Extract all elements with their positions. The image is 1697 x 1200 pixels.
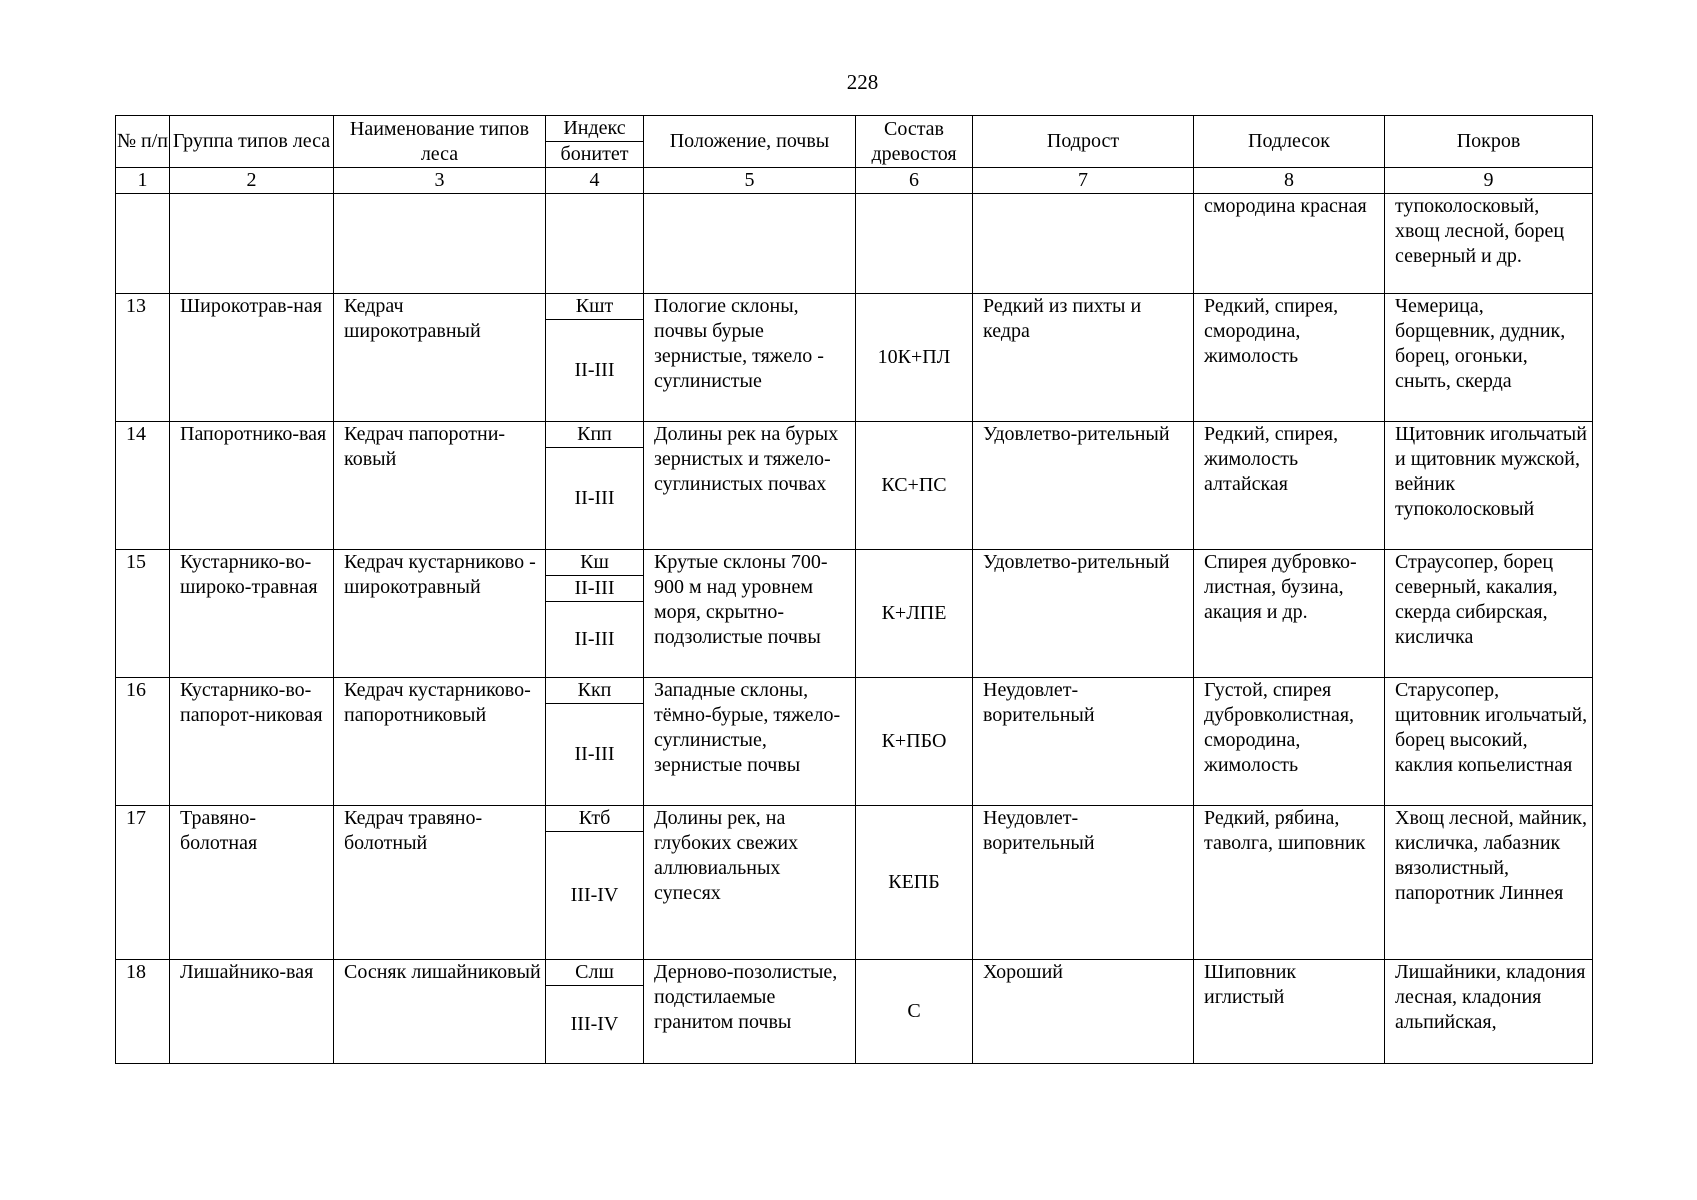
cell-podrost: Хороший	[973, 960, 1194, 1064]
table-row	[116, 422, 1593, 550]
bonitet-value: II-III	[574, 628, 615, 650]
bonitet-value: II-III	[574, 486, 615, 509]
cell-position: Крутые склоны 700-900 м над уровнем моря, скрытно-подзолистые почвы	[644, 550, 856, 678]
cell-num: 14	[116, 422, 170, 550]
cell-group: Кустарнико-во-широко-травная	[170, 550, 334, 678]
cell-podrost: Удовлетво-рительный	[973, 550, 1194, 678]
cell-index	[546, 294, 644, 422]
cell-index	[546, 806, 644, 960]
cell-num: 16	[116, 678, 170, 806]
cell-num: 13	[116, 294, 170, 422]
header-name: Наименование типов леса	[334, 116, 546, 168]
header-podlesok: Подлесок	[1194, 116, 1385, 168]
cell-pokrov: Щитовник игольчатый и щитовник мужской, вейник тупоколосковый	[1385, 422, 1593, 550]
cell-podlesok: Редкий, спирея, смородина, жимолость	[1194, 294, 1385, 422]
cell-composition: К+ПБО	[856, 678, 973, 806]
index-sub-value: II-III	[546, 576, 643, 602]
column-number: 7	[973, 168, 1194, 194]
index-code: Кпп	[546, 422, 643, 448]
header-row	[116, 116, 1593, 168]
cell-composition: КС+ПС	[856, 422, 973, 550]
cell-podlesok: Редкий, рябина, таволга, шиповник	[1194, 806, 1385, 960]
header-index-bottom: бонитет	[560, 143, 629, 165]
column-number-row	[116, 168, 1593, 194]
table-row-continuation	[116, 194, 1593, 294]
cell-index	[546, 960, 644, 1064]
header-group: Группа типов леса	[170, 116, 334, 168]
table-row	[116, 294, 1593, 422]
table-row	[116, 960, 1593, 1064]
header-num: № п/п	[116, 116, 170, 168]
table-row	[116, 678, 1593, 806]
cell-group: Кустарнико-во-папорот-никовая	[170, 678, 334, 806]
index-code: Кшт	[546, 294, 643, 320]
cell-group: Широкотрав-ная	[170, 294, 334, 422]
index-code: Ктб	[546, 806, 643, 832]
cell-podlesok: Спирея дубровко-листная, бузина, акация и др.	[1194, 550, 1385, 678]
cell-name: Кедрач травяно-болотный	[334, 806, 546, 960]
cell-podrost: Удовлетво-рительный	[973, 422, 1194, 550]
cell-group: Травяно-болотная	[170, 806, 334, 960]
column-number: 9	[1385, 168, 1593, 194]
cell-position: Долины рек, на глубоких свежих аллювиальных супесях	[644, 806, 856, 960]
header-composition: Состав древостоя	[856, 116, 973, 168]
cell-name: Кедрач кустарниково - широкотравный	[334, 550, 546, 678]
cell-podrost: Неудовлет-ворительный	[973, 806, 1194, 960]
column-number: 4	[546, 168, 644, 194]
cell-position: Долины рек на бурых зернистых и тяжело-суглинистых почвах	[644, 422, 856, 550]
cell-pokrov: тупоколосковый, хвощ лесной, борец северный и др.	[1385, 194, 1593, 294]
index-code: Слш	[546, 960, 643, 986]
cell-podlesok: Шиповник иглистый	[1194, 960, 1385, 1064]
cell-composition: С	[856, 960, 973, 1064]
cell-pokrov: Старусопер, щитовник игольчатый, борец высокий, каклия копьелистная	[1385, 678, 1593, 806]
cell-group: Папоротнико-вая	[170, 422, 334, 550]
header-index	[546, 116, 644, 168]
bonitet-value: II-III	[574, 358, 615, 381]
cell-podrost: Редкий из пихты и кедра	[973, 294, 1194, 422]
bonitet-value: III-IV	[570, 883, 619, 906]
cell-num: 15	[116, 550, 170, 678]
cell-num: 17	[116, 806, 170, 960]
cell-pokrov: Лишайники, кладония лесная, кладония альпийская,	[1385, 960, 1593, 1064]
column-number: 2	[170, 168, 334, 194]
cell-position: Дерново-позолистые, подстилаемые гранитом почвы	[644, 960, 856, 1064]
cell-podlesok: смородина красная	[1194, 194, 1385, 294]
cell-group: Лишайнико-вая	[170, 960, 334, 1064]
header-position: Положение, почвы	[644, 116, 856, 168]
header-index-top: Индекс	[546, 116, 643, 142]
cell-name: Сосняк лишайниковый	[334, 960, 546, 1064]
cell-podrost: Неудовлет-ворительный	[973, 678, 1194, 806]
bonitet-value: II-III	[574, 742, 615, 765]
bonitet-value: III-IV	[570, 1012, 619, 1035]
cell-composition: 10К+ПЛ	[856, 294, 973, 422]
cell-podlesok: Редкий, спирея, жимолость алтайская	[1194, 422, 1385, 550]
index-code: Ккп	[546, 678, 643, 704]
table-row	[116, 806, 1593, 960]
header-pokrov: Покров	[1385, 116, 1593, 168]
cell-index	[546, 422, 644, 550]
cell-podlesok: Густой, спирея дубровколистная, смородина, жимолость	[1194, 678, 1385, 806]
column-number: 8	[1194, 168, 1385, 194]
cell-pokrov: Хвощ лесной, майник, кисличка, лабазник вязолистный, папоротник Линнея	[1385, 806, 1593, 960]
cell-index	[546, 678, 644, 806]
cell-num: 18	[116, 960, 170, 1064]
cell-composition: К+ЛПЕ	[856, 550, 973, 678]
cell-name: Кедрач папоротни-ковый	[334, 422, 546, 550]
cell-name: Кедрач широкотравный	[334, 294, 546, 422]
cell-position: Пологие склоны, почвы бурые зернистые, тяжело - суглинистые	[644, 294, 856, 422]
table-row	[116, 550, 1593, 678]
cell-name: Кедрач кустарниково-папоротниковый	[334, 678, 546, 806]
cell-position: Западные склоны, тёмно-бурые, тяжело-суглинистые, зернистые почвы	[644, 678, 856, 806]
header-podrost: Подрост	[973, 116, 1194, 168]
column-number: 1	[116, 168, 170, 194]
cell-pokrov: Чемерица, борщевник, дудник, борец, огоньки, сныть, скерда	[1385, 294, 1593, 422]
forest-types-table	[115, 115, 1593, 1064]
cell-index	[546, 550, 644, 678]
index-code: Кш	[546, 550, 643, 576]
column-number: 3	[334, 168, 546, 194]
cell-composition: КЕПБ	[856, 806, 973, 960]
column-number: 6	[856, 168, 973, 194]
column-number: 5	[644, 168, 856, 194]
page-number: 228	[846, 70, 879, 94]
cell-pokrov: Страусопер, борец северный, какалия, скерда сибирская, кисличка	[1385, 550, 1593, 678]
